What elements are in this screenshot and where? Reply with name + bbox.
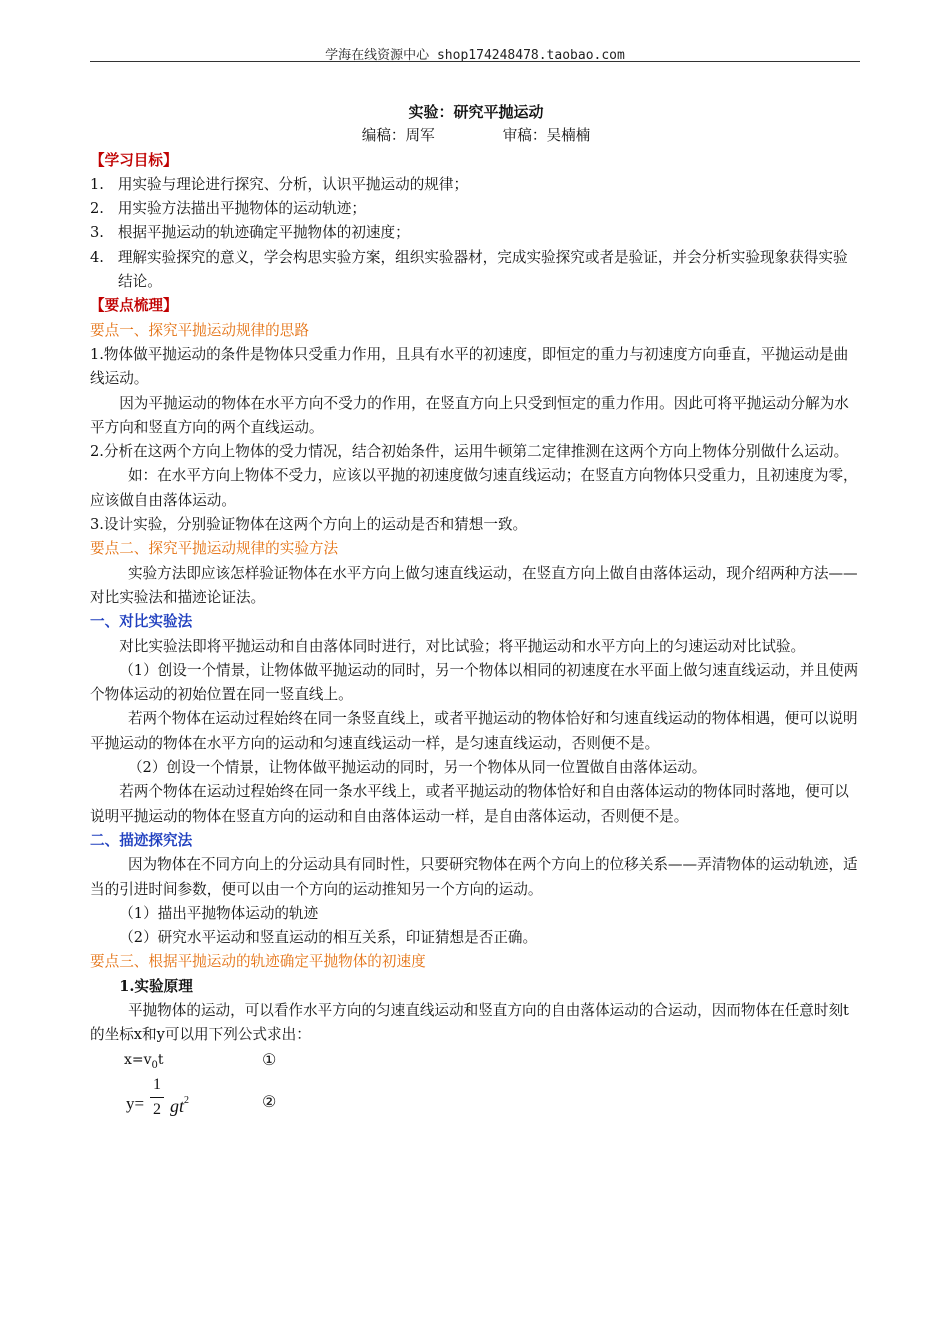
points-heading: 【要点梳理】 <box>90 297 178 315</box>
method2-para1: 因为物体在不同方向上的分运动具有同时性，只要研究物体在两个方向上的位移关系——弄清物体的运动轨迹，适当的引进时间参数，便可以由一个方向的运动推知另一个方向的运动。 <box>90 856 858 898</box>
method2-para3: （2）研究水平运动和竖直运动的相互关系，印证猜想是否正确。 <box>119 929 538 947</box>
goal-item-2: 2. 用实验方法描出平抛物体的运动轨迹； <box>90 200 366 218</box>
method1-para4: （2）创设一个情景，让物体做平抛运动的同时，另一个物体从同一位置做自由落体运动。 <box>127 759 707 777</box>
method1-para1: 对比实验法即将平抛运动和自由落体同时进行，对比试验；将平抛运动和水平方向上的匀速运动对比试验。 <box>119 637 806 655</box>
formula-1-rhs: t <box>157 1051 164 1068</box>
point2-intro: 实验方法即应该怎样验证物体在水平方向上做匀速直线运动，在竖直方向上做自由落体运动，现介绍两种方法——对比实验法和描迹论证法。 <box>90 564 858 606</box>
method1-para3: 若两个物体在运动过程始终在同一条竖直线上，或者平抛运动的物体恰好和匀速直线运动的物体相遇，便可以说明平抛运动的物体在水平方向的运动和匀速直线运动一样，是匀速直线运动，否则便不是。 <box>90 710 858 752</box>
formula-2-denominator: 2 <box>153 1100 161 1118</box>
point1-para1: 1.物体做平抛运动的条件是物体只受重力作用，且具有水平的初速度，即恒定的重力与初速度方向垂直，平抛运动是曲线运动。 <box>90 345 849 388</box>
point3-para1: 平抛物体的运动，可以看作水平方向的匀速直线运动和竖直方向的自由落体运动的合运动，因而物体在任意时刻t的坐标x和y可以用下列公式求出： <box>90 1001 849 1044</box>
method1-para5: 若两个物体在运动过程始终在同一条水平线上，或者平抛运动的物体恰好和自由落体运动的物体同时落地，便可以说明平抛运动的物体在竖直方向的运动和自由落体运动一样，是自由落体运动，否则便不是。 <box>90 783 849 825</box>
point1-para5: 3.设计实验，分别验证物体在这两个方向上的运动是否和猜想一致。 <box>90 516 528 534</box>
formula-2-number: ② <box>262 1091 277 1111</box>
point3-subheading: 1.实验原理 <box>119 977 193 995</box>
goals-heading: 【学习目标】 <box>90 151 178 169</box>
reviewer-credit: 审稿：吴楠楠 <box>502 127 591 145</box>
fraction-bar <box>150 1097 164 1098</box>
document-body <box>90 100 862 1130</box>
method1-title: 一、对比实验法 <box>90 613 193 631</box>
formula-2-fraction <box>150 1074 164 1121</box>
point1-para4: 如：在水平方向上物体不受力，应该以平抛的初速度做匀速直线运动；在竖直方向物体只受重力，且初速度为零，应该做自由落体运动。 <box>90 467 858 509</box>
goal-item-1: 1. 用实验与理论进行探究、分析，认识平抛运动的规律； <box>90 175 469 193</box>
method2-para2: （1）描出平抛物体运动的轨迹 <box>119 904 319 922</box>
method1-para2: （1）创设一个情景，让物体做平抛运动的同时，另一个物体以相同的初速度在水平面上做匀速直线运动，并且使两个物体运动的初始位置在同一竖直线上。 <box>90 661 859 704</box>
formula-2-exponent: 2 <box>184 1094 190 1106</box>
goal-item-4: 4. 理解实验探究的意义，学会构思实验方案，组织实验器材，完成实验探究或者是验证，并会分析实验现象获得实验结论。 <box>90 248 848 291</box>
formula-1-lhs: x=v <box>124 1051 152 1068</box>
doc-title: 实验：研究平抛运动 <box>408 103 544 121</box>
formula-1 <box>90 1048 862 1072</box>
point2-title: 要点二、探究平抛运动规律的实验方法 <box>90 540 339 558</box>
formula-2-lhs: y= <box>126 1093 145 1113</box>
goal-item-3: 3. 根据平抛运动的轨迹确定平抛物体的初速度； <box>90 224 410 242</box>
formula-1-sub: 0 <box>151 1059 158 1071</box>
point3-title: 要点三、根据平抛运动的轨迹确定平抛物体的初速度 <box>90 953 426 971</box>
page-header: 学海在线资源中心 shop174248478.taobao.com <box>325 48 625 63</box>
doc-authors <box>90 124 862 148</box>
formula-2 <box>90 1074 862 1130</box>
editor-credit: 编稿：周军 <box>361 127 435 145</box>
method2-title: 二、描迹探究法 <box>90 831 193 849</box>
point1-para2: 因为平抛运动的物体在水平方向不受力的作用，在竖直方向上只受到恒定的重力作用。因此可将平抛运动分解为水平方向和竖直方向的两个直线运动。 <box>90 394 849 436</box>
formula-2-numerator: 1 <box>153 1075 161 1093</box>
header-divider <box>90 61 860 62</box>
point1-para3: 2.分析在这两个方向上物体的受力情况，结合初始条件，运用牛顿第二定律推测在这两个方向上物体分别做什么运动。 <box>90 443 849 461</box>
formula-1-number: ① <box>262 1049 277 1069</box>
point1-title: 要点一、探究平抛运动规律的思路 <box>90 321 309 339</box>
formula-2-body: gt <box>170 1095 185 1116</box>
